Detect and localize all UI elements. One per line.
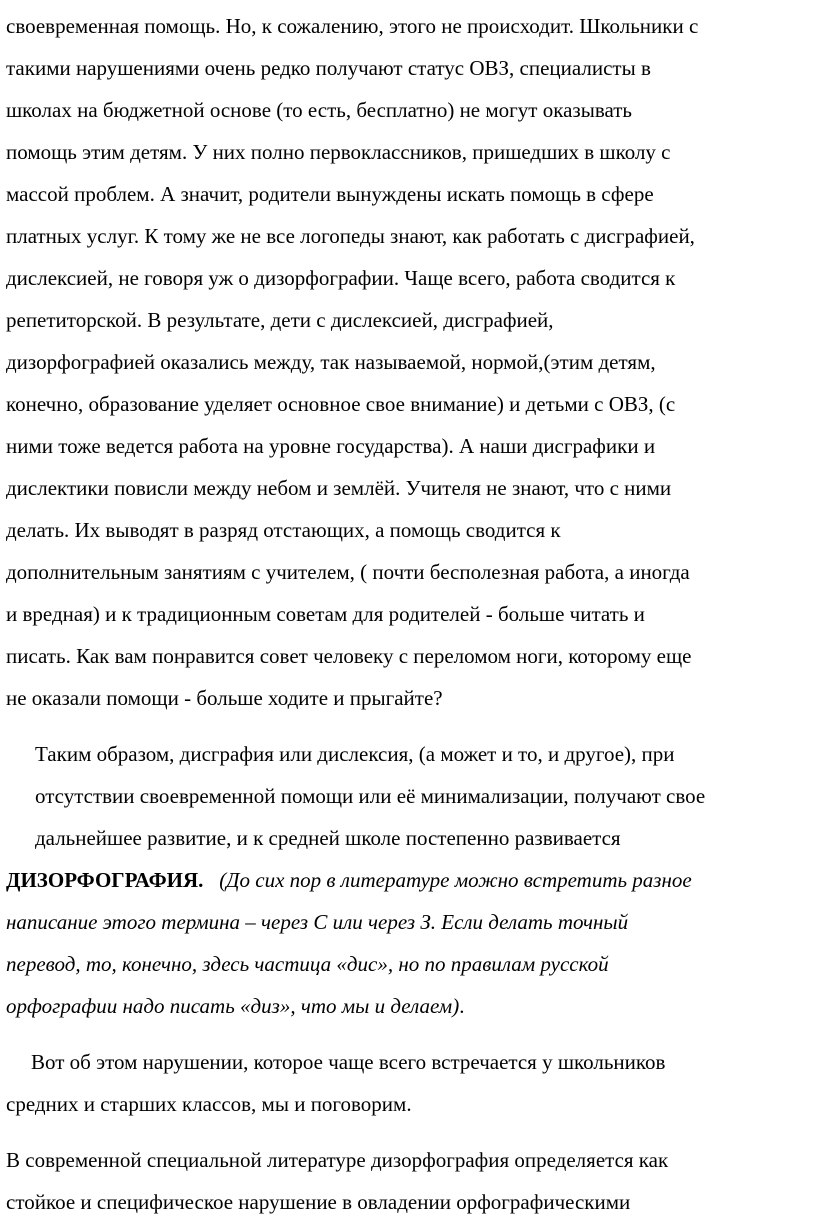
text-line: своевременная помощь. Но, к сожалению, этого не происходит. Школьники с <box>6 14 699 38</box>
text-line: дизорфографией оказались между, так называемой, нормой,(этим детям, <box>6 350 656 374</box>
text-line: и вредная) и к традиционным советам для родителей - больше читать и <box>6 602 645 626</box>
text-line: ними тоже ведется работа на уровне государства). А наши дисграфики и <box>6 434 656 458</box>
text-line: делать. Их выводят в разряд отстающих, а помощь сводится к <box>6 518 561 542</box>
text-line: В современной специальной литературе дизорфография определяется как <box>6 1148 669 1172</box>
text-line <box>6 985 812 1027</box>
text-line: платных услуг. К тому же не все логопеды знают, как работать с дисграфией, <box>6 224 695 248</box>
italic-note-line: написание этого термина – через С или через З. Если делать точный <box>6 910 629 934</box>
text-line: стойкое и специфическое нарушение в овладении орфографическими <box>6 1190 631 1214</box>
text-line: дополнительным занятиям с учителем, ( почти бесполезная работа, а иногда <box>6 560 690 584</box>
text-line: помощь этим детям. У них полно первоклассников, пришедших в школу с <box>6 140 671 164</box>
text-line: Таким образом, дисграфия или дислексия, (а может и то, и другое), при <box>35 742 675 766</box>
text-line: средних и старших классов, мы и поговорим. <box>6 1092 412 1116</box>
text-line: писать. Как вам понравится совет человеку с переломом ноги, которому еще <box>6 644 692 668</box>
document-page <box>6 0 812 1223</box>
paragraph-2 <box>6 733 812 1027</box>
italic-note: (До сих пор в литературе можно встретить разное <box>219 868 692 892</box>
text-line: дальнейшее развитие, и к средней школе постепенно развивается <box>35 826 621 850</box>
text-line: не оказали помощи - больше ходите и прыгайте? <box>6 686 443 710</box>
text-line: отсутствии своевременной помощи или её минимализации, получают свое <box>35 784 706 808</box>
sentence-end: . <box>459 994 465 1018</box>
text-line: дислексией, не говоря уж о дизорфографии. Чаще всего, работа сводится к <box>6 266 676 290</box>
text-line <box>6 859 812 901</box>
text-line: Вот об этом нарушении, которое чаще всего встречается у школьников <box>31 1050 666 1074</box>
italic-note-line: перевод, то, конечно, здесь частица «дис», но по правилам русской <box>6 952 609 976</box>
text-line: дислектики повисли между небом и землёй. Учителя не знают, что с ними <box>6 476 672 500</box>
paragraph-4 <box>6 1139 812 1223</box>
paragraph-3 <box>6 1041 812 1125</box>
term-heading: ДИЗОРФОГРАФИЯ. <box>6 868 204 892</box>
text-line: такими нарушениями очень редко получают статус ОВЗ, специалисты в <box>6 56 651 80</box>
text-line: конечно, образование уделяет основное свое внимание) и детьми с ОВЗ, (с <box>6 392 676 416</box>
text-line: школах на бюджетной основе (то есть, бесплатно) не могут оказывать <box>6 98 632 122</box>
text-line: массой проблем. А значит, родители вынуждены искать помощь в сфере <box>6 182 654 206</box>
italic-note-line: орфографии надо писать «диз», что мы и делаем) <box>6 994 460 1018</box>
paragraph-1 <box>6 5 812 719</box>
text-line: репетиторской. В результате, дети с дислексией, дисграфией, <box>6 308 554 332</box>
